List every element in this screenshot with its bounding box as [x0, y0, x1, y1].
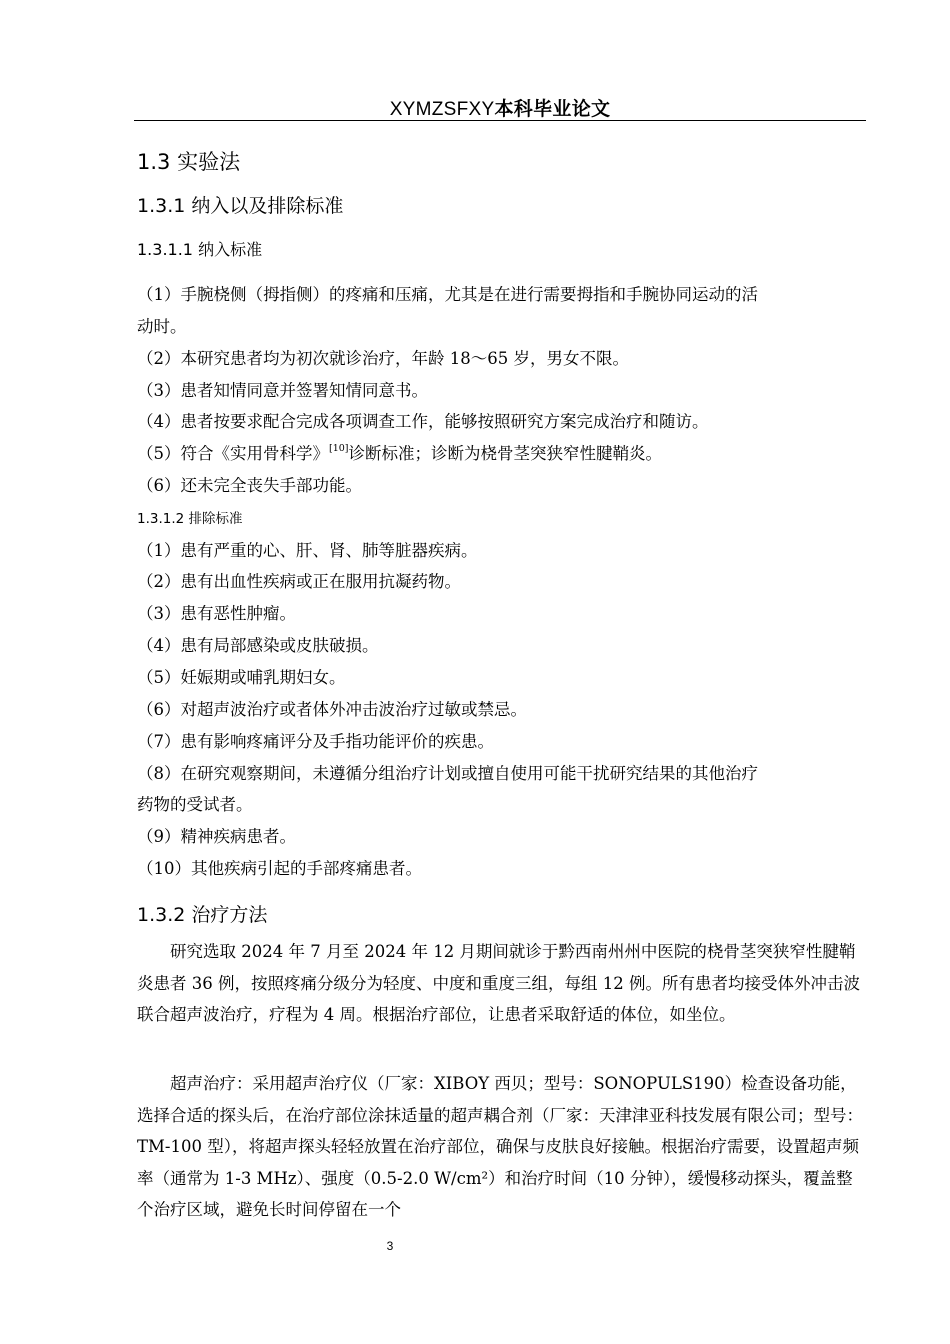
exclusion-item-3: （3）患有恶性肿瘤。: [137, 604, 296, 623]
exclusion-item-9: （9）精神疾病患者。: [137, 827, 296, 846]
page-header: [134, 92, 866, 121]
exclusion-item-4: （4）患有局部感染或皮肤破损。: [137, 636, 379, 655]
exclusion-item-10: （10）其他疾病引起的手部疼痛患者。: [137, 859, 422, 878]
exclusion-item-8-line-2: 药物的受试者。: [137, 795, 253, 814]
heading-1-3-1: 1.3.1 纳入以及排除标准: [137, 195, 344, 217]
heading-1-3-1-1: 1.3.1.1 纳入标准: [137, 240, 263, 259]
inclusion-item-3: （3）患者知情同意并签署知情同意书。: [137, 381, 428, 400]
exclusion-item-5: （5）妊娠期或哺乳期妇女。: [137, 668, 346, 687]
header-suffix: 本科毕业论文: [494, 98, 611, 120]
exclusion-item-2: （2）患有出血性疾病或正在服用抗凝药物。: [137, 572, 461, 591]
inclusion-item-2: （2）本研究患者均为初次就诊治疗，年龄 18～65 岁，男女不限。: [137, 349, 629, 368]
exclusion-item-6: （6）对超声波治疗或者体外冲击波治疗过敏或禁忌。: [137, 700, 527, 719]
header-code: XYMZSFXY: [389, 99, 495, 120]
heading-1-3: 1.3 实验法: [137, 150, 241, 174]
page-number: 3: [386, 1239, 394, 1253]
exclusion-item-7: （7）患有影响疼痛评分及手指功能评价的疾患。: [137, 732, 494, 751]
inclusion-item-5: [137, 440, 865, 464]
inclusion-item-1-line-2: 动时。: [137, 317, 187, 336]
paragraph-ultrasound-treatment: 超声治疗：采用超声治疗仪（厂家：XIBOY 西贝；型号：SONOPULS190）检查设备功能，选择合适的探头后，在治疗部位涂抹适量的超声耦合剂（厂家：天津津亚科技发展有限公司；型号：TM-100 型），将超声探头轻轻放置在治疗部位，确保与皮肤良好接触。根据治疗需要，设置超声频率（通常为 1-3 MHz）、强度（0.5-2.0 W/cm²）和治疗时间（10 分钟），缓慢移动探头，覆盖整个治疗区域，避免长时间停留在一个: [137, 1074, 863, 1220]
inclusion-item-1-line-1: （1）手腕桡侧（拇指侧）的疼痛和压痛，尤其是在进行需要拇指和手腕协同运动的活: [137, 285, 758, 304]
header-title: [134, 94, 866, 121]
paragraph-study-design: 研究选取 2024 年 7 月至 2024 年 12 月期间就诊于黔西南州州中医院的桡骨茎突狭窄性腱鞘炎患者 36 例，按照疼痛分级分为轻度、中度和重度三组，每组 12 例。所有患者均接受体外冲击波联合超声波治疗，疗程为 4 周。根据治疗部位，让患者采取舒适的体位，如坐位。: [137, 942, 860, 1025]
inclusion-item-5-text: （5）符合《实用骨科学》: [137, 444, 329, 463]
inclusion-item-5-tail: 诊断标准；诊断为桡骨茎突狭窄性腱鞘炎。: [348, 444, 663, 463]
inclusion-item-6: （6）还未完全丧失手部功能。: [137, 476, 362, 495]
inclusion-item-4: （4）患者按要求配合完成各项调查工作，能够按照研究方案完成治疗和随访。: [137, 412, 709, 431]
heading-1-3-1-2: 1.3.1.2 排除标准: [137, 511, 243, 527]
citation-ref: [10]: [329, 443, 349, 454]
exclusion-item-1: （1）患有严重的心、肝、肾、肺等脏器疾病。: [137, 541, 478, 560]
exclusion-item-8-line-1: （8）在研究观察期间，未遵循分组治疗计划或擅自使用可能干扰研究结果的其他治疗: [137, 764, 758, 783]
heading-1-3-2: 1.3.2 治疗方法: [137, 904, 268, 926]
